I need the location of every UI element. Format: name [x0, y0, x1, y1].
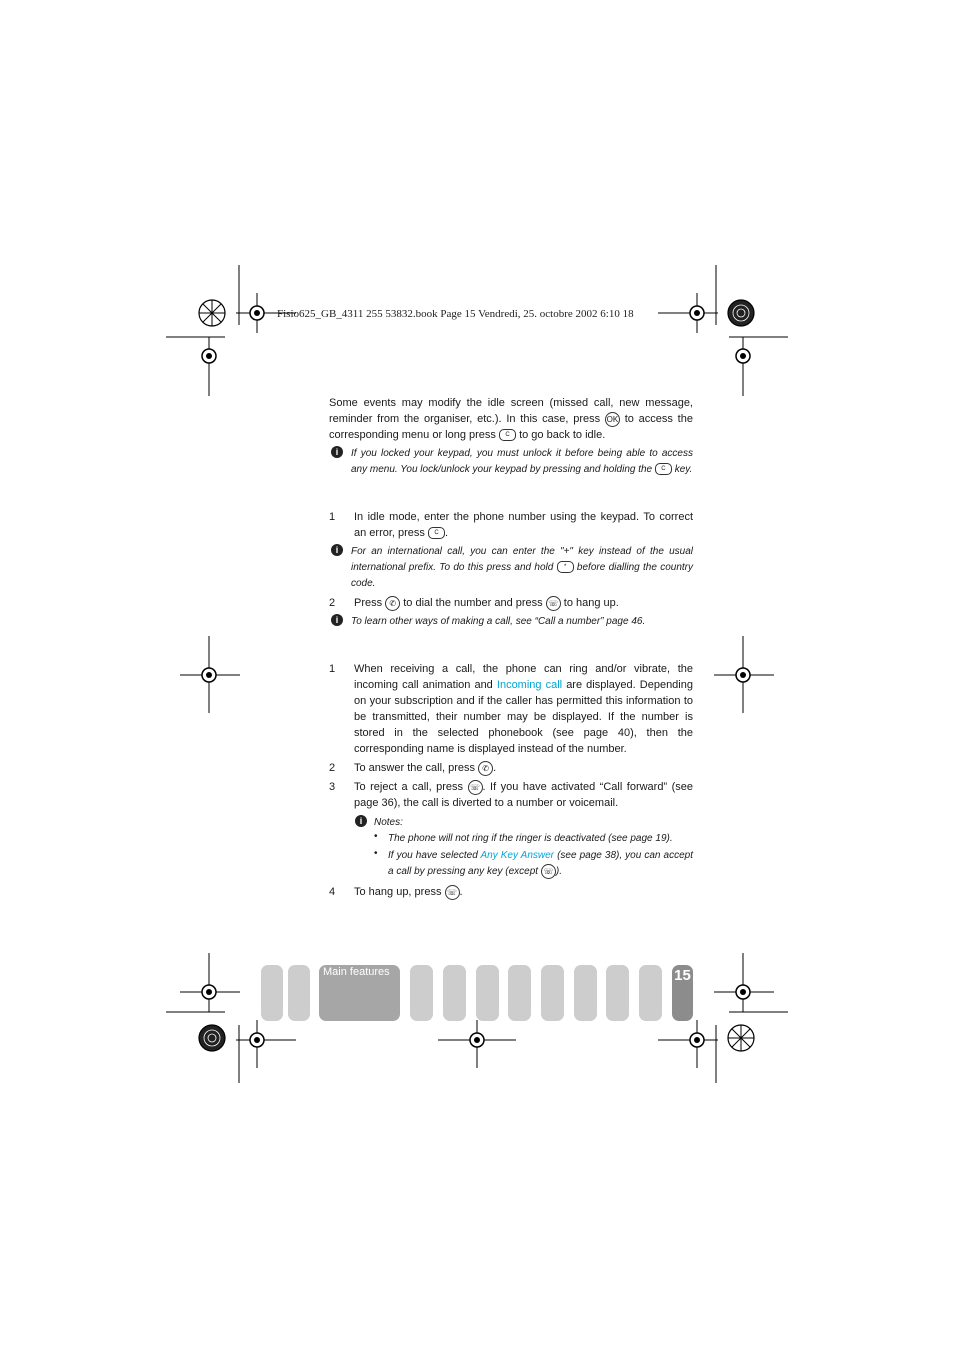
hangup-key-icon: ☏ — [546, 596, 561, 611]
step-text: to dial the number and press — [403, 597, 543, 609]
chapter-tab — [261, 965, 283, 1021]
step-number: 1 — [329, 663, 336, 675]
c-key-icon: C — [499, 429, 516, 441]
note-text: (see page 38), you can accept a call by pressing any key (except — [388, 850, 693, 878]
chapter-tab-main-features — [319, 965, 400, 1021]
answer-step-4 — [354, 884, 693, 900]
step-text: To answer the call, press — [354, 762, 476, 774]
call-step-2 — [354, 595, 693, 611]
step-number: 2 — [329, 762, 336, 774]
incoming-call-link: Incoming call — [496, 679, 563, 691]
note-text: ). — [555, 866, 562, 878]
page-number-tab — [672, 965, 693, 1021]
intro-text-3: to go back to idle. — [519, 429, 606, 441]
any-key-note — [388, 848, 693, 880]
chapter-tab — [606, 965, 629, 1021]
step-text: In idle mode, enter the phone number using the keypad. To correct an error, press — [354, 511, 693, 539]
step-number: 2 — [329, 597, 336, 609]
answer-step-2 — [354, 760, 693, 776]
print-header: Fisio625_GB_4311 255 53832.book Page 15 Vendredi, 25. octobre 2002 6:10 18 — [277, 308, 634, 320]
chapter-tab — [476, 965, 499, 1021]
keypad-lock-note — [351, 446, 693, 478]
answer-step-1 — [354, 661, 693, 757]
ringer-note: The phone will not ring if the ringer is deactivated (see page 19). — [388, 833, 673, 844]
step-text: To hang up, press — [354, 886, 442, 898]
c-key-icon: C — [655, 463, 672, 475]
call-step-1 — [354, 509, 693, 541]
intro-paragraph — [329, 395, 693, 443]
chapter-tab — [410, 965, 433, 1021]
note-text: If you locked your keypad, you must unlock it before being able to access any menu. You lock/unlock your keypad by pressing and holding the — [351, 448, 693, 475]
any-key-answer-link: Any Key Answer — [480, 850, 555, 861]
bullet: • — [374, 831, 378, 842]
step-text: Press — [354, 597, 383, 609]
hangup-key-icon: ☏ — [541, 864, 556, 879]
note-text: key. — [674, 464, 693, 475]
call-key-icon: ✆ — [385, 596, 400, 611]
hangup-key-icon: ☏ — [468, 780, 483, 795]
step-text: . — [444, 527, 449, 539]
bullet: • — [374, 848, 378, 859]
info-icon: i — [331, 544, 343, 556]
star-key-icon: * — [557, 561, 574, 573]
notes-label: Notes: — [374, 817, 403, 828]
c-key-icon: C — [428, 527, 445, 539]
chapter-tab — [574, 965, 597, 1021]
info-icon: i — [355, 815, 367, 827]
step-text: to hang up. — [563, 597, 619, 609]
step-text: . — [459, 886, 463, 898]
ok-key-icon: OK — [605, 412, 620, 427]
intro-text-2: to access the corresponding menu or long press — [329, 413, 693, 441]
note-text: For an international call, you can enter the "+" key instead of the usual international prefix. To do this press and hold — [351, 546, 693, 573]
chapter-tab — [443, 965, 466, 1021]
other-ways-note: To learn other ways of making a call, see “Call a number” page 46. — [351, 616, 646, 627]
step-number: 1 — [329, 511, 336, 523]
note-text: before dialling the country code. — [351, 562, 694, 589]
note-text: If you have selected — [388, 850, 478, 861]
call-key-icon: ✆ — [478, 761, 493, 776]
chapter-tab — [639, 965, 662, 1021]
hangup-key-icon: ☏ — [445, 885, 460, 900]
international-note — [351, 544, 693, 592]
step-text: . If you have activated “Call forward” (see page 36), the call is diverted to a number or voicemail. — [354, 781, 693, 809]
step-text: When receiving a call, the phone can ring and/or vibrate, the incoming call animation and — [354, 663, 693, 691]
step-text: To reject a call, press — [354, 781, 464, 793]
chapter-tab — [288, 965, 310, 1021]
info-icon: i — [331, 614, 343, 626]
chapter-tab — [541, 965, 564, 1021]
step-text: are displayed. Depending on your subscription and if the caller has permitted this information to be transmitted, their number may be displayed. If the number is stored in the selected phonebook (see page 40), then the corresponding name is displayed instead of the number. — [354, 679, 693, 755]
info-icon: i — [331, 446, 343, 458]
chapter-tab — [508, 965, 531, 1021]
step-number: 4 — [329, 886, 336, 898]
step-number: 3 — [329, 781, 336, 793]
chapter-tab-label: Main features — [323, 966, 390, 978]
step-text: . — [493, 762, 497, 774]
intro-text-1: Some events may modify the idle screen (missed call, new message, reminder from the organiser, etc.). In this case, press — [329, 397, 693, 425]
answer-step-3 — [354, 779, 693, 811]
page-number: 15 — [674, 967, 691, 984]
